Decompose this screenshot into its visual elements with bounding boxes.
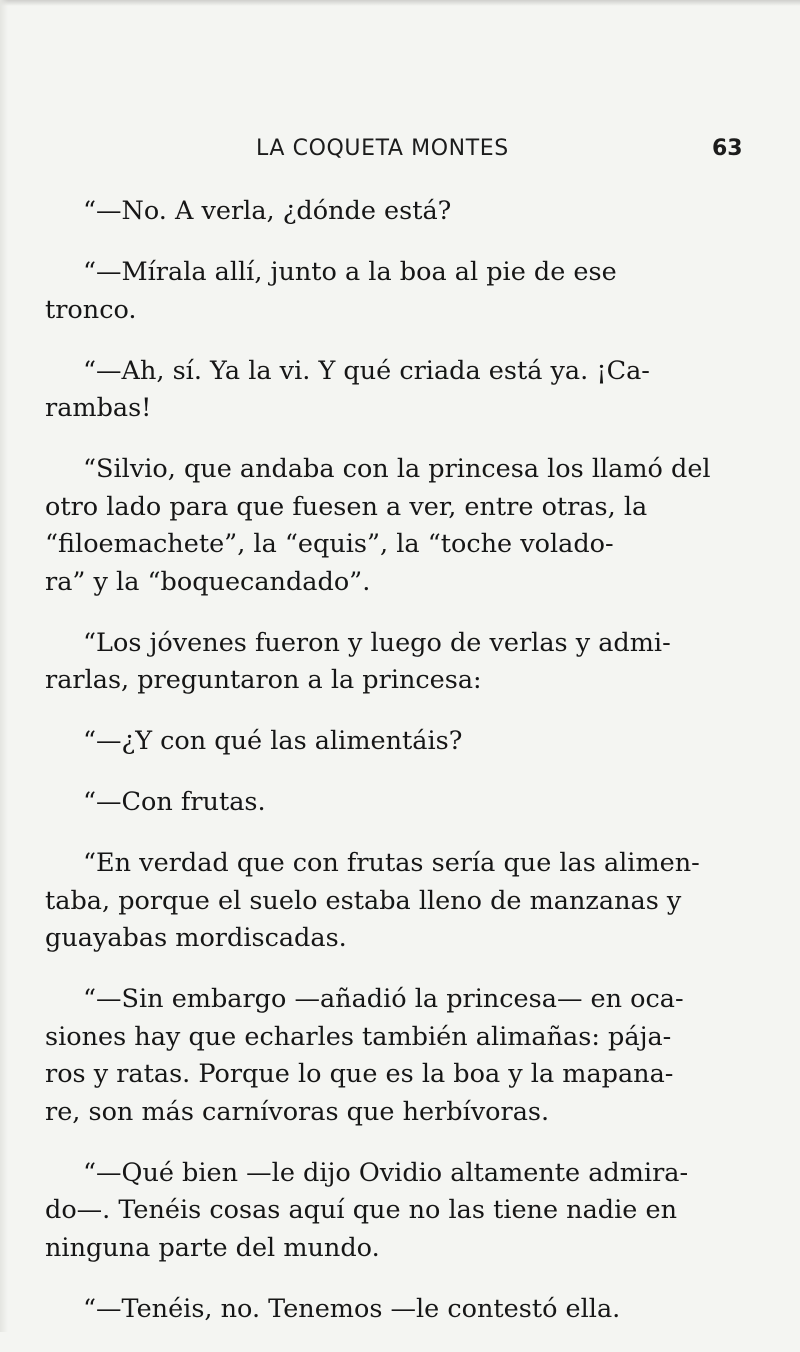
body-text (45, 193, 763, 1352)
text-line: ros y ratas. Porque lo que es la boa y la mapana- (45, 1059, 674, 1089)
text-line: “En verdad que con frutas sería que las alimen- (83, 848, 700, 878)
paragraph (45, 353, 763, 428)
text-line: “—Ah, sí. Ya la vi. Y qué criada está ya. ¡Ca- (83, 355, 650, 386)
paragraph (45, 1155, 763, 1268)
paragraph (45, 451, 763, 601)
paragraph (45, 845, 763, 958)
text-line: do—. Tenéis cosas aquí que no las tiene nadie en (45, 1195, 677, 1225)
paragraph (45, 981, 763, 1131)
text-line: “—Tenéis, no. Tenemos —le contestó ella. (83, 1293, 621, 1324)
text-line: taba, porque el suelo estaba lleno de manzanas y (45, 885, 682, 916)
text-line: “—¿Y con qué las alimentáis? (83, 726, 463, 756)
running-title: LA COQUETA MONTES (256, 136, 509, 161)
text-line: rarlas, preguntaron a la princesa: (45, 665, 482, 695)
paragraph (45, 784, 763, 822)
text-line: guayabas mordiscadas. (45, 923, 347, 953)
page-top-edge (0, 0, 800, 6)
text-line: ninguna parte del mundo. (45, 1232, 380, 1263)
paragraph (45, 193, 763, 231)
text-line: tronco. (45, 294, 137, 325)
text-line: “—Mírala allí, junto a la boa al pie de ese (83, 257, 617, 287)
text-line: rambas! (45, 393, 152, 423)
text-line: “—Con frutas. (83, 787, 266, 817)
text-line: ra” y la “boquecandado”. (45, 566, 371, 597)
page-number: 63 (712, 136, 743, 161)
running-head (0, 136, 800, 166)
paragraph (45, 625, 763, 700)
text-line: “Silvio, que andaba con la princesa los llamó del (83, 454, 711, 484)
paragraph (45, 254, 763, 329)
text-line: otro lado para que fuesen a ver, entre otras, la (45, 491, 648, 522)
paragraph (45, 723, 763, 761)
text-line: “—No. A verla, ¿dónde está? (83, 196, 452, 226)
text-line: “—Qué bien —le dijo Ovidio altamente admira- (83, 1157, 689, 1188)
paragraph (45, 1291, 763, 1329)
page-left-edge (0, 0, 8, 1332)
text-line: “—Sin embargo —añadió la princesa— en oca- (83, 984, 684, 1014)
text-line: re, son más carnívoras que herbívoras. (45, 1096, 550, 1127)
text-line: siones hay que echarles también alimañas: pája- (45, 1021, 672, 1052)
text-line: “filoemachete”, la “equis”, la “toche volado- (45, 529, 614, 559)
text-line: “Los jóvenes fueron y luego de verlas y admi- (83, 627, 671, 658)
